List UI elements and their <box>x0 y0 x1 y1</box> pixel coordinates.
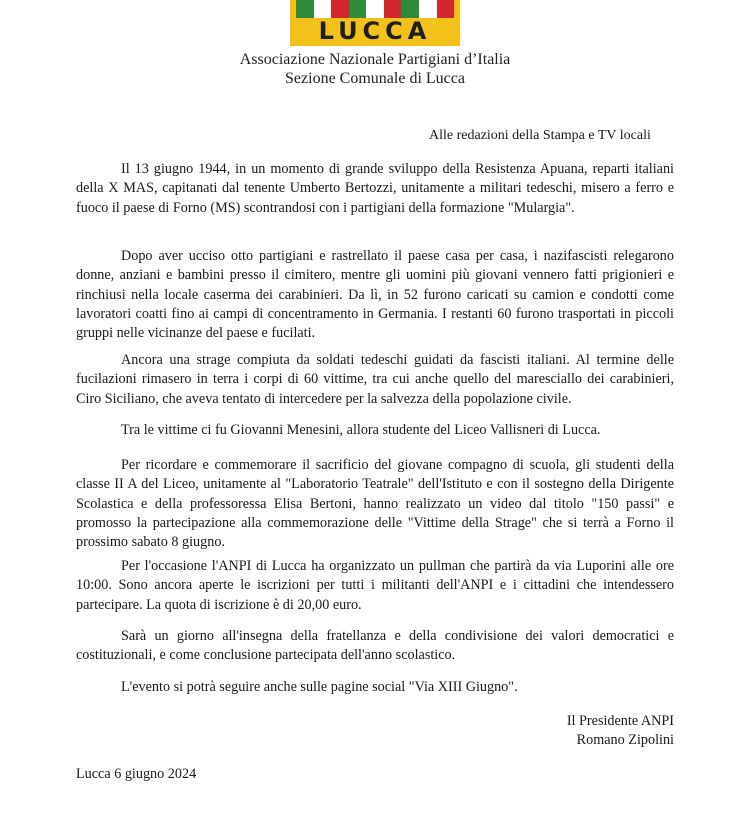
paragraph-5: Per ricordare e commemorare il sacrificio del giovane compagno di scuola, gli studenti della classe II A del Liceo, unitamente al "Laboratorio Teatrale" dell'Istituto e con il sostegno della Dirigente Scolastica e della professoressa Elisa Bertoni, hanno realizzato un video dal titolo "150 passi" e promosso la partecipazione alla commemorazione delle "Vittime della Strage" che si terrà a Forno il prossimo sabato 8 giugno. <box>76 457 674 551</box>
paragraph-1: Il 13 giugno 1944, in un momento di grande sviluppo della Resistenza Apuana, reparti italiani della X MAS, capitanati dal tenente Umberto Bertozzi, unitamente a militari tedeschi, misero a ferro e fuoco il paese di Forno (MS) scontrandosi con i partigiani della formazione "Mulargia". <box>76 161 674 216</box>
logo-stripe <box>349 0 367 18</box>
lucca-logo <box>290 0 460 46</box>
paragraph-7: Sarà un giorno all'insegna della fratellanza e della condivisione dei valori democratici e costituzionali, e come conclusione partecipata dell'anno scolastico. <box>76 628 674 664</box>
section-name: Sezione Comunale di Lucca <box>285 70 465 87</box>
paragraph-6: Per l'occasione l'ANPI di Lucca ha organizzato un pullman che partirà da via Luporini alle ore 10:00. Sono ancora aperte le iscrizioni per tutti i militanti dell'ANPI e i cittadini che intendessero partecipare. La quota di iscrizione è di 20,00 euro. <box>76 558 674 613</box>
paragraph-2: Dopo aver ucciso otto partigiani e rastrellato il paese casa per casa, i nazifascisti relegarono donne, anziani e bambini presso il cimitero, mentre gli uomini più giovani vennero fatti prigionieri e rinchiusi nella locale caserma dei carabinieri. Da lì, in 52 furono caricati su camion e condotti come lavoratori coatti fino ai campi di concentramento in Germania. I restanti 60 furono trasportati in piccoli gruppi nelle vicinanze del paese e fucilati. <box>76 248 674 342</box>
logo-stripe <box>401 0 419 18</box>
logo-stripe <box>314 0 332 18</box>
recipient-line: Alle redazioni della Stampa e TV locali <box>429 128 651 143</box>
signature-name: Romano Zipolini <box>576 732 674 748</box>
logo-flag-stripes <box>296 0 454 18</box>
paragraph-4: Tra le vittime ci fu Giovanni Menesini, allora studente del Liceo Vallisneri di Lucca. <box>121 422 601 438</box>
logo-stripe <box>331 0 349 18</box>
logo-stripe <box>419 0 437 18</box>
logo-stripe <box>384 0 402 18</box>
paragraph-3: Ancora una strage compiuta da soldati tedeschi guidati da fascisti italiani. Al termine delle fucilazioni rimasero in terra i corpi di 60 vittime, tra cui anche quello del maresciallo dei carabinieri, Ciro Siciliano, che aveva tentato di intercedere per la salvezza della popolazione civile. <box>76 352 674 407</box>
logo-text: LUCCA <box>318 17 432 45</box>
document-date: Lucca 6 giugno 2024 <box>76 766 197 782</box>
paragraph-8: L'evento si potrà seguire anche sulle pagine social "Via XIII Giugno". <box>121 679 518 695</box>
logo-stripe <box>437 0 455 18</box>
signature-title: Il Presidente ANPI <box>566 713 674 729</box>
logo-stripe <box>296 0 314 18</box>
logo-stripe <box>366 0 384 18</box>
association-name: Associazione Nazionale Partigiani d’Italia <box>239 51 511 68</box>
